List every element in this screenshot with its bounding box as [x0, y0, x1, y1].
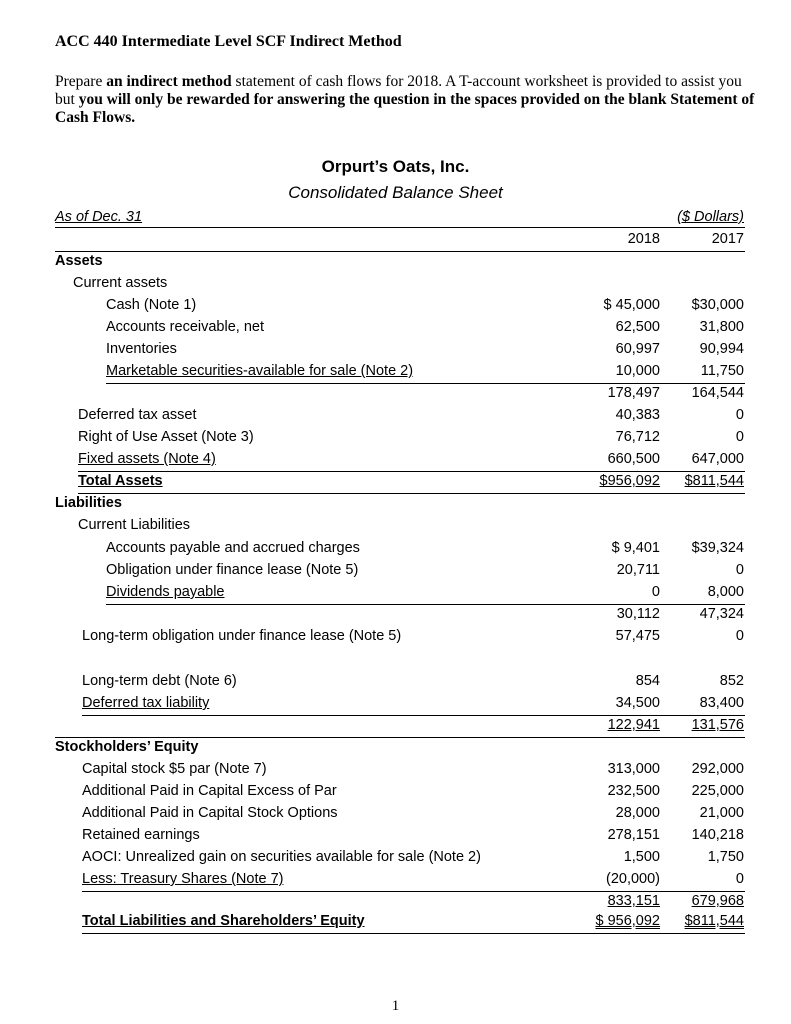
table-row [0, 584, 791, 606]
value-2017: 679,968 [691, 893, 744, 909]
table-row [0, 871, 791, 893]
value-2018: 20,711 [616, 562, 660, 578]
value-2018: 76,712 [615, 429, 660, 445]
row-label: Additional Paid in Capital Stock Options [82, 805, 338, 821]
assets-heading: Assets [55, 253, 103, 269]
instructions-part-3: statement of cash flows for 2018. A T-account worksheet is provided to assist you but [55, 73, 742, 108]
row-label: Right of Use Asset (Note 3) [78, 429, 254, 445]
value-2018: 60,997 [615, 341, 660, 357]
row-label: Accounts payable and accrued charges [106, 540, 360, 556]
header-rule-2 [55, 251, 745, 252]
value-2017: $811,544 [684, 473, 744, 489]
value-2017: 0 [735, 407, 744, 423]
row-label: Accounts receivable, net [106, 319, 264, 335]
row-label: Long-term debt (Note 6) [82, 673, 237, 689]
total-equity-row [0, 893, 791, 915]
value-2018: $ 956,092 [595, 913, 660, 929]
header-rule [55, 227, 745, 228]
section-rule [55, 737, 745, 738]
value-2017: 1,750 [707, 849, 744, 865]
value-2018: $956,092 [599, 473, 660, 489]
table-row [0, 341, 791, 363]
value-2017: $811,544 [684, 913, 744, 929]
col-2017-header: 2017 [711, 231, 744, 247]
table-row [0, 451, 791, 473]
value-2017: 164,544 [691, 385, 744, 401]
table-row [0, 562, 791, 584]
grand-total-row [0, 913, 791, 935]
row-label: Fixed assets (Note 4) [78, 451, 216, 467]
table-row [0, 319, 791, 341]
total-assets-row [0, 473, 791, 495]
value-2017: $39,324 [691, 540, 744, 556]
row-label: Deferred tax liability [82, 695, 210, 711]
value-2018: 62,500 [615, 319, 660, 335]
value-2018: 28,000 [615, 805, 660, 821]
row-label: AOCI: Unrealized gain on securities available for sale (Note 2) [82, 849, 481, 865]
table-row [0, 628, 791, 650]
instructions-part-2: an indirect method [106, 73, 232, 90]
value-2018: 313,000 [607, 761, 660, 777]
table-row [0, 407, 791, 429]
subtotal-rule [82, 715, 745, 716]
value-2017: 0 [735, 562, 744, 578]
assets-heading-row [0, 253, 791, 275]
row-label: Total Liabilities and Shareholders’ Equity [82, 913, 365, 929]
grand-total-rule [82, 933, 745, 934]
table-row [0, 849, 791, 871]
liabilities-heading-row [0, 495, 791, 517]
row-label: Inventories [106, 341, 177, 357]
equity-heading-row [0, 739, 791, 761]
instructions-part-1: Prepare [55, 73, 107, 90]
page-number: 1 [391, 998, 400, 1014]
table-row [0, 429, 791, 451]
subtotal-rule [78, 471, 745, 472]
subtotal-rule [82, 891, 745, 892]
table-row [0, 827, 791, 849]
row-label: Dividends payable [106, 584, 225, 600]
value-2018: 57,475 [615, 628, 660, 644]
row-label: Total Assets [78, 473, 163, 489]
equity-heading: Stockholders’ Equity [55, 739, 199, 755]
row-label: Less: Treasury Shares (Note 7) [82, 871, 284, 887]
sheet-title: Consolidated Balance Sheet [288, 183, 503, 202]
value-2018: 30,112 [616, 606, 660, 622]
as-of-label: As of Dec. 31 [55, 209, 143, 225]
value-2017: 292,000 [691, 761, 744, 777]
current-assets-heading-row [0, 275, 791, 297]
col-2018-header: 2018 [627, 231, 660, 247]
value-2018: 854 [635, 673, 660, 689]
value-2017: 90,994 [699, 341, 744, 357]
row-label: Long-term obligation under finance lease (Note 5) [82, 628, 402, 644]
value-2018: 34,500 [615, 695, 660, 711]
value-2018: 278,151 [607, 827, 660, 843]
current-assets-total-row [0, 385, 791, 407]
table-row [0, 673, 791, 695]
current-assets-heading: Current assets [73, 275, 168, 291]
instructions-part-4: you will only be rewarded for answering the question in the spaces provided on the blank Statement of Cash Flows. [55, 91, 755, 126]
current-liabilities-heading-row [0, 517, 791, 539]
value-2018: 0 [651, 584, 660, 600]
current-liabilities-total-row [0, 606, 791, 628]
table-row [0, 805, 791, 827]
instructions [55, 73, 765, 127]
company-name: Orpurt’s Oats, Inc. [321, 157, 470, 176]
liabilities-heading: Liabilities [55, 495, 122, 511]
total-liabilities-row [0, 717, 791, 739]
value-2017: 31,800 [699, 319, 744, 335]
total-rule [78, 493, 745, 494]
current-liabilities-heading: Current Liabilities [78, 517, 191, 533]
row-label: Obligation under finance lease (Note 5) [106, 562, 359, 578]
value-2017: 0 [735, 628, 744, 644]
units-label: ($ Dollars) [677, 209, 744, 225]
value-2018: 122,941 [607, 717, 660, 733]
value-2018: $ 45,000 [603, 297, 660, 313]
row-label: Deferred tax asset [78, 407, 197, 423]
table-row [0, 363, 791, 385]
value-2017: 225,000 [691, 783, 744, 799]
table-row [0, 783, 791, 805]
value-2017: 852 [719, 673, 744, 689]
value-2017: 140,218 [691, 827, 744, 843]
value-2017: 0 [735, 871, 744, 887]
document-title: ACC 440 Intermediate Level SCF Indirect Method [55, 33, 402, 50]
table-row [0, 297, 791, 319]
row-label: Additional Paid in Capital Excess of Par [82, 783, 337, 799]
value-2017: 11,750 [700, 363, 744, 379]
table-row [0, 761, 791, 783]
row-label: Retained earnings [82, 827, 200, 843]
value-2018: 178,497 [607, 385, 660, 401]
value-2018: 10,000 [615, 363, 660, 379]
value-2017: 8,000 [707, 584, 744, 600]
value-2017: 0 [735, 429, 744, 445]
value-2017: 131,576 [691, 717, 744, 733]
value-2018: 232,500 [607, 783, 660, 799]
value-2018: 660,500 [607, 451, 660, 467]
row-label: Capital stock $5 par (Note 7) [82, 761, 267, 777]
subtotal-rule [106, 383, 745, 384]
table-row [0, 540, 791, 562]
value-2018: (20,000) [605, 871, 660, 887]
row-label: Marketable securities-available for sale (Note 2) [106, 363, 414, 379]
row-label: Cash (Note 1) [106, 297, 197, 313]
value-2018: 833,151 [607, 893, 660, 909]
value-2017: 47,324 [699, 606, 744, 622]
subtotal-rule [106, 604, 745, 605]
value-2017: 83,400 [699, 695, 744, 711]
value-2017: 647,000 [691, 451, 744, 467]
value-2018: 1,500 [623, 849, 660, 865]
value-2018: 40,383 [615, 407, 660, 423]
value-2018: $ 9,401 [611, 540, 660, 556]
value-2017: 21,000 [699, 805, 744, 821]
table-row [0, 695, 791, 717]
value-2017: $30,000 [691, 297, 744, 313]
year-header-row [0, 231, 791, 253]
